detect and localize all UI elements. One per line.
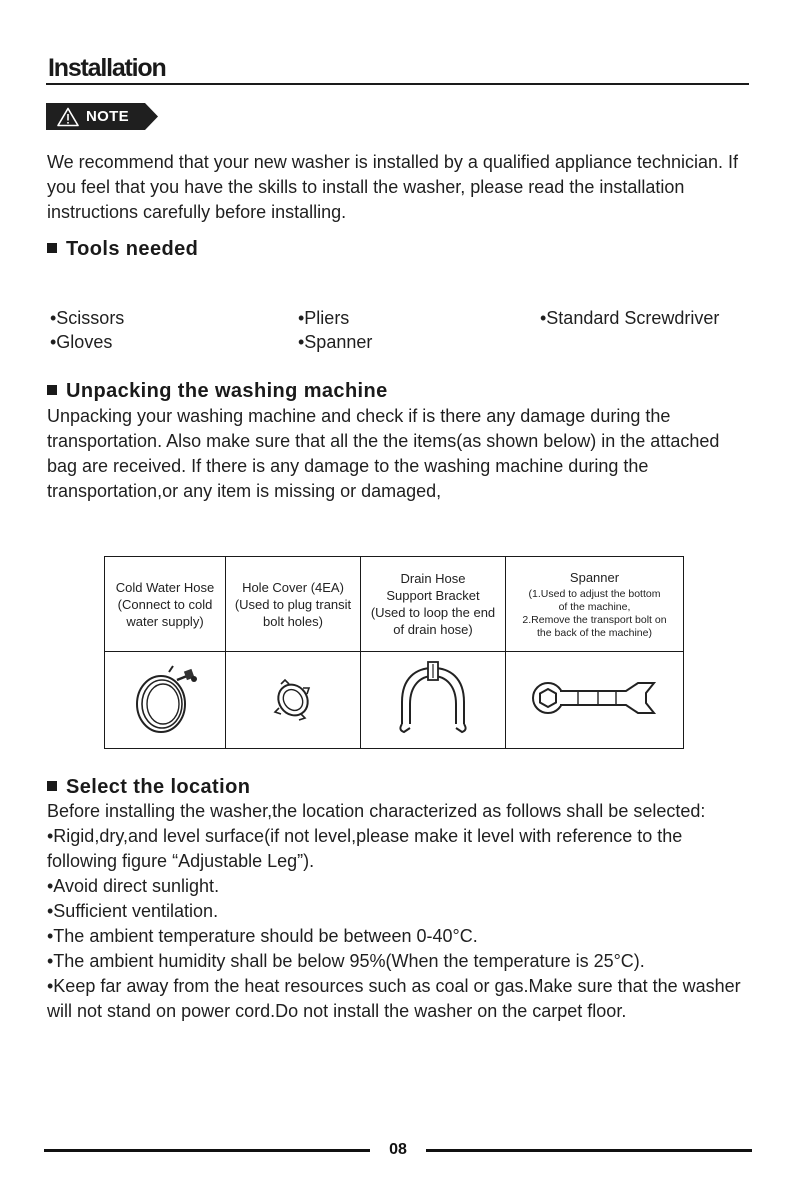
accessory-image-cell [361, 652, 506, 749]
note-label: NOTE [86, 108, 129, 125]
location-bullet: •The ambient temperature should be between 0-40°C. [47, 926, 478, 946]
spanner-icon [530, 673, 660, 723]
tool-item: •Scissors [50, 308, 125, 328]
location-bullet: •Rigid,dry,and level surface(if not level,please make it level with reference to the following figure “Adjustable Leg”). [47, 826, 683, 871]
unpacking-heading: Unpacking the washing machine [47, 380, 388, 403]
tool-item: •Standard Screwdriver [540, 308, 720, 328]
tools-heading: Tools needed [47, 238, 198, 261]
page-title: Installation [48, 54, 166, 82]
accessories-image-row [105, 652, 684, 749]
note-badge [46, 103, 158, 130]
location-bullet: •Avoid direct sunlight. [47, 876, 220, 896]
tool-item: •Spanner [298, 332, 373, 352]
accessory-cell: Cold Water Hose (Connect to cold water supply) [105, 557, 226, 652]
drain-bracket-icon [388, 658, 478, 738]
tool-item: •Gloves [50, 332, 113, 352]
accessory-cell: Hole Cover (4EA) (Used to plug transit bolt holes) [226, 557, 361, 652]
location-bullet: •The ambient humidity shall be below 95%(When the temperature is 25°C). [47, 951, 645, 971]
note-text: We recommend that your new washer is installed by a qualified appliance technician. If you feel that you have the skills to install the washer, please read the installation instructions carefully before installing. [47, 152, 739, 222]
water-hose-icon [125, 658, 205, 738]
location-heading: Select the location [47, 776, 250, 799]
accessory-cell: Spanner (1.Used to adjust the bottom of the machine, 2.Remove the transport bolt on the back of the machine) [506, 557, 684, 652]
accessory-image-cell [226, 652, 361, 749]
accessories-table [104, 556, 684, 749]
location-bullet: •Sufficient ventilation. [47, 901, 219, 921]
location-bullet: •Keep far away from the heat resources such as coal or gas.Make sure that the washer will not stand on power cord.Do not install the washer on the carpet floor. [47, 976, 741, 1021]
warning-icon [57, 107, 79, 127]
accessory-image-cell [105, 652, 226, 749]
hole-cover-icon [263, 668, 323, 728]
footer-divider-right [426, 1149, 752, 1152]
location-text: Before installing the washer,the location characterized as follows shall be selected: •Rigid,dry,and level surface(if not level,please make it level with reference to the following figure “Adjustable Leg”). •Avoid direct sunlight. •Sufficient ventilation. •The ambient temperature should be between 0-40°C. •The ambient humidity shall be below 95%(When the temperature is 25°C). •Keep far away from the heat resources such as coal or gas.Make sure that the washer will not stand on power cord.Do not install the washer on the carpet floor. [47, 799, 747, 1024]
unpacking-text: Unpacking your washing machine and check if is there any damage during the transportation. Also make sure that all the the items(as shown below) in the attached bag are received. If there is any damage to the washing machine during the transportation,or any item is missing or damaged, [47, 406, 720, 501]
accessory-image-cell [506, 652, 684, 749]
square-bullet-icon [47, 781, 57, 791]
title-divider [46, 83, 749, 85]
square-bullet-icon [47, 243, 57, 253]
footer-divider-left [44, 1149, 370, 1152]
tool-item: •Pliers [298, 308, 350, 328]
accessory-cell: Drain Hose Support Bracket (Used to loop the end of drain hose) [361, 557, 506, 652]
page-number: 08 [389, 1141, 407, 1158]
square-bullet-icon [47, 385, 57, 395]
accessories-header-row [105, 557, 684, 652]
